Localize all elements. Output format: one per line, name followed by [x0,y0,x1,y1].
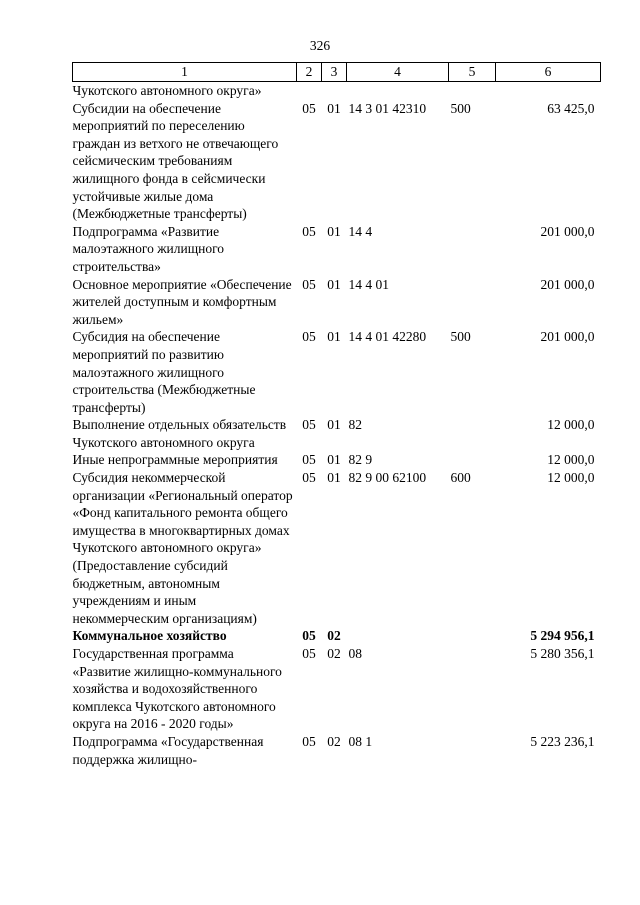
row-section-cell: 05 [302,470,316,486]
row-target-article-cell: 14 4 01 42280 [348,329,427,345]
row-section-cell: 05 [302,276,316,292]
row-name-cell: Субсидия некоммерческой организации «Региональный оператор «Фонд капитального ремонта общего имущества в многоквартирных домах Чукотского автономного округа» (Предоставление субсидий бюджетным, автономным учреждениям и иным некоммерческим организациям) [72,470,293,626]
row-name-cell: Выполнение отдельных обязательств Чукотского автономного округа [72,417,287,450]
table-row [73,469,601,627]
row-expense-type-cell [449,276,496,329]
row-subsection-cell: 01 [327,100,341,116]
column-header-3: 3 [322,63,347,82]
row-name-cell: Субсидии на обеспечение мероприятий по переселению граждан из ветхого не отвечающего сейсмическим требованиям жилищного фонда в сейсмически устойчивые жилые дома (Межбюджетные трансферты) [72,100,279,222]
table-row [73,451,601,469]
row-expense-type-cell [449,645,496,733]
row-expense-type-cell [449,82,496,100]
page-number: 326 [309,38,331,53]
row-name-cell: Иные непрограммные мероприятия [72,452,278,468]
row-subsection-cell: 01 [327,470,341,486]
table-row [73,328,601,416]
row-amount-cell: 5 280 356,1 [530,646,595,661]
row-target-article-cell [347,627,449,645]
row-section-cell: 05 [302,223,316,239]
row-expense-type-cell [449,451,496,469]
table-row [73,645,601,733]
row-name-cell: Государственная программа «Развитие жилищно-коммунального хозяйства и водохозяйственного комплекса Чукотского автономного округа на 2016 - 2020 годы» [72,646,282,732]
row-section-cell: 05 [302,329,316,345]
row-target-article-cell: 14 3 01 42310 [348,100,427,116]
column-header-2: 2 [297,63,322,82]
row-amount-cell: 201 000,0 [540,223,595,239]
row-subsection-cell: 01 [327,417,341,433]
column-header-1: 1 [73,63,297,82]
row-amount-cell: 201 000,0 [540,329,595,345]
row-section-cell: 05 [302,100,316,116]
row-amount-cell: 12 000,0 [547,417,595,433]
row-subsection-cell: 01 [327,276,341,292]
table-row [73,223,601,276]
row-amount-cell [496,82,601,100]
row-expense-type-cell [449,733,496,768]
table-header-row [73,63,601,82]
row-target-article-cell: 14 4 [348,223,373,239]
row-name-cell: Субсидия на обеспечение мероприятий по развитию малоэтажного жилищного строительства (Межбюджетные трансферты) [72,329,256,415]
row-expense-type-cell: 500 [450,329,471,345]
row-section-cell: 05 [302,628,316,644]
column-header-6: 6 [496,63,601,82]
row-subsection-cell: 02 [327,628,341,644]
table-row [73,82,601,100]
row-name-cell: Коммунальное хозяйство [72,628,227,644]
row-amount-cell: 5 294 956,1 [530,628,595,644]
row-target-article-cell: 82 [348,417,362,433]
row-name-cell: Чукотского автономного округа» [72,83,262,98]
row-section-cell: 05 [302,452,316,468]
row-name-cell: Подпрограмма «Государственная поддержка жилищно- [72,733,264,767]
column-header-5: 5 [449,63,496,82]
row-section-cell: 05 [302,733,316,749]
table-row [73,627,601,645]
row-target-article-cell: 08 1 [348,733,373,749]
table-row [73,100,601,223]
row-amount-cell: 12 000,0 [547,452,595,468]
row-subsection-cell: 02 [327,646,341,661]
row-expense-type-cell: 600 [450,470,471,486]
row-subsection-cell: 01 [327,223,341,239]
row-section-cell [297,82,322,100]
row-expense-type-cell [449,627,496,645]
row-expense-type-cell [449,416,496,451]
row-amount-cell: 5 223 236,1 [530,733,595,749]
row-amount-cell: 12 000,0 [547,470,595,486]
row-subsection-cell [322,82,347,100]
row-subsection-cell: 01 [327,329,341,345]
row-expense-type-cell: 500 [450,100,471,116]
row-expense-type-cell [449,223,496,276]
row-subsection-cell: 02 [327,733,341,749]
row-target-article-cell: 14 4 01 [348,276,389,292]
row-amount-cell: 63 425,0 [547,100,595,116]
row-subsection-cell: 01 [327,452,341,468]
row-target-article-cell: 08 [348,646,362,661]
row-amount-cell: 201 000,0 [540,276,595,292]
row-name-cell: Основное мероприятие «Обеспечение жителей доступным и комфортным жильем» [72,276,292,327]
row-target-article-cell [347,82,449,100]
row-name-cell: Подпрограмма «Развитие малоэтажного жилищного строительства» [72,223,225,274]
table-row [73,416,601,451]
row-section-cell: 05 [302,417,316,433]
budget-table [72,62,601,768]
row-section-cell: 05 [302,646,316,661]
row-target-article-cell: 82 9 [348,452,373,468]
column-header-4: 4 [347,63,449,82]
table-row [73,276,601,329]
row-target-article-cell: 82 9 00 62100 [348,470,427,486]
table-row [73,733,601,768]
